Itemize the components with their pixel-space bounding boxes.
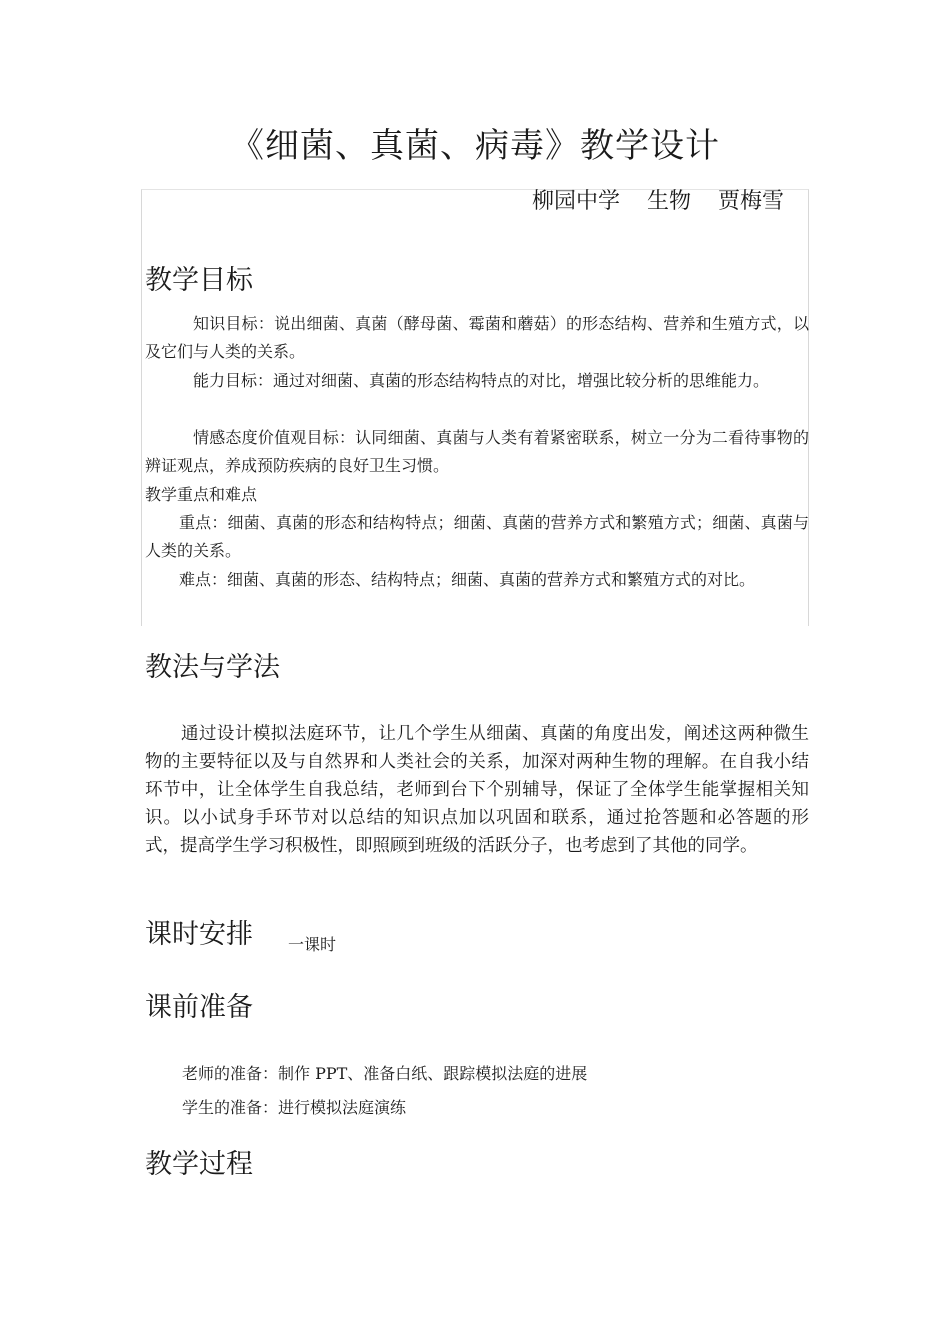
schedule-value: 一课时 (288, 935, 337, 954)
heading-keypoints: 教学重点和难点 (145, 485, 258, 504)
heading-objectives: 教学目标 (145, 265, 253, 296)
heading-process: 教学过程 (145, 1149, 253, 1180)
objective-ability: 能力目标：通过对细菌、真菌的形态结构特点的对比，增强比较分析的思维能力。 (193, 371, 770, 390)
key-points: 重点：细菌、真菌的形态和结构特点；细菌、真菌的营养方式和繁殖方式；细菌、真菌与人类的关系。 (145, 513, 809, 560)
prep-teacher: 老师的准备：制作 PPT、准备白纸、跟踪模拟法庭的进展 (182, 1064, 588, 1083)
heading-schedule: 课时安排 (145, 919, 253, 950)
objective-emotion: 情感态度价值观目标：认同细菌、真菌与人类有着紧密联系，树立一分为二看待事物的辨证观点，养成预防疾病的良好卫生习惯。 (145, 428, 809, 475)
methods-body: 通过设计模拟法庭环节，让几个学生从细菌、真菌的角度出发，阐述这两种微生物的主要特征以及与自然界和人类社会的关系，加深对两种生物的理解。在自我小结环节中，让全体学生自我总结，老师到台下个别辅导，保证了全体学生能掌握相关知识。以小试身手环节对以总结的知识点加以巩固和联系，通过抢答题和必答题的形式，提高学生学习积极性，即照顾到班级的活跃分子，也考虑到了其他的同学。 (145, 724, 809, 856)
difficult-points: 难点：细菌、真菌的形态、结构特点；细菌、真菌的营养方式和繁殖方式的对比。 (179, 570, 756, 589)
document-title: 《细菌、真菌、病毒》教学设计 (230, 126, 720, 166)
author-line: 柳园中学 生物 贾梅雪 (532, 189, 784, 214)
objective-knowledge: 知识目标：说出细菌、真菌（酵母菌、霉菌和蘑菇）的形态结构、营养和生殖方式，以及它们与人类的关系。 (145, 314, 809, 361)
heading-preparation: 课前准备 (145, 992, 253, 1023)
prep-student: 学生的准备：进行模拟法庭演练 (182, 1098, 407, 1117)
heading-methods: 教法与学法 (145, 652, 280, 683)
